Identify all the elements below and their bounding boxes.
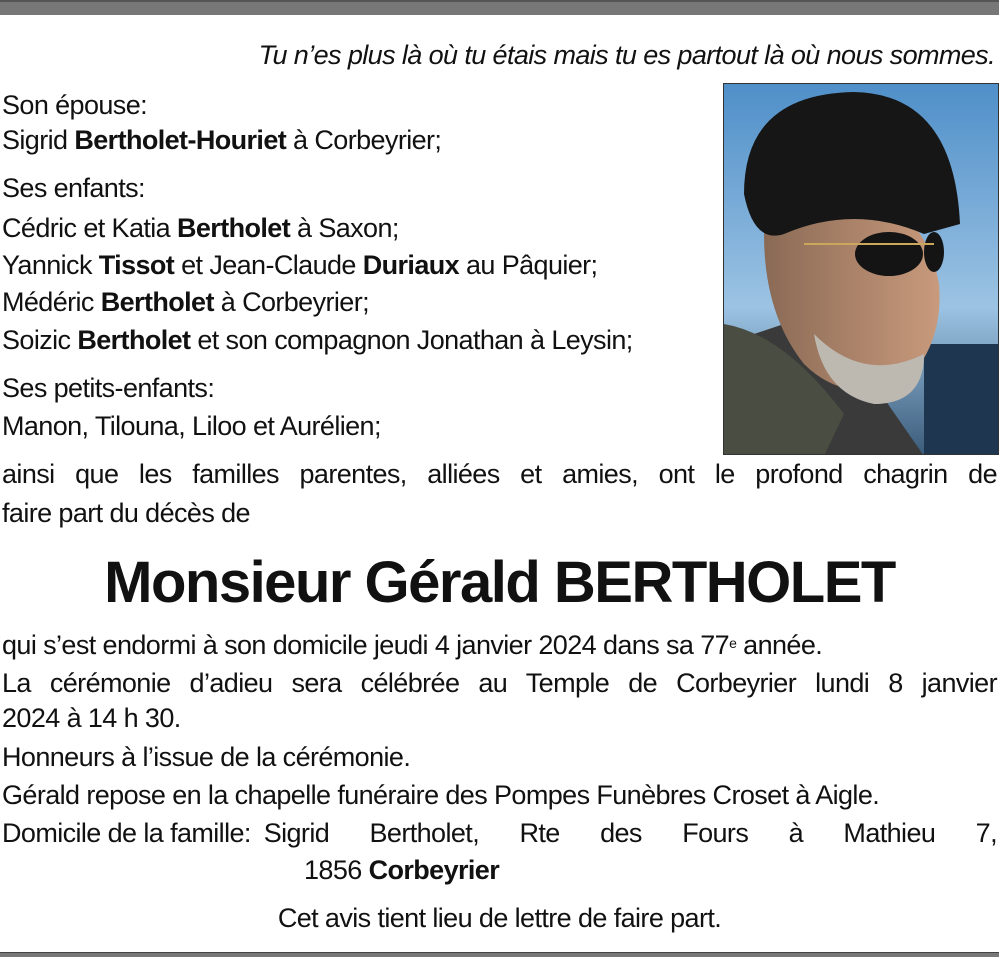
text: Médéric [2,287,101,317]
rests-text: Gérald repose en la chapelle funéraire des Pompes Funèbres Croset à Aigle. [2,780,880,810]
address-town [304,853,499,887]
children-heading: Ses enfants: [2,173,145,203]
address-label: Domicile de la famille: [2,818,258,848]
epigraph: Tu n’es plus là où tu étais mais tu es partout là où nous sommes. [258,40,995,70]
text: au Pâquier; [459,250,598,280]
portrait-photo [723,83,999,455]
text: à Corbeyrier; [213,287,369,317]
surname: Duriaux [362,250,460,280]
surname: Bertholet [77,325,191,355]
families-line-2: faire part du décès de [2,498,250,528]
surname: Bertholet [100,287,214,317]
address-street: Sigrid Bertholet, Rte des Fours à Mathieu 7, [263,818,997,848]
bottom-border [0,952,999,957]
superscript: e [729,635,737,651]
text: Yannick [2,250,99,280]
death-notice [2,628,822,662]
spouse-surname: Bertholet-Houriet [74,125,287,155]
spouse-first: Sigrid [2,125,75,155]
address-line [2,816,997,850]
deceased-name: Monsieur Gérald BERTHOLET [104,550,895,615]
spouse-place: à Corbeyrier; [286,125,442,155]
text: et son compagnon Jonathan à Leysin; [190,325,633,355]
grandchildren-heading: Ses petits-enfants: [2,373,215,403]
spouse-line [2,123,441,157]
closing-note: Cet avis tient lieu de lettre de faire part. [277,903,722,933]
child-line [2,285,369,319]
text: qui s’est endormi à son domicile jeudi 4 janvier 2024 dans sa 77 [2,630,730,660]
child-line [2,323,633,357]
ceremony-line-2: 2024 à 14 h 30. [2,703,181,733]
text: Cédric et Katia [2,213,177,243]
ceremony-line-1: La cérémonie d’adieu sera célébrée au Temple de Corbeyrier lundi 8 janvier [2,668,997,698]
town: Corbeyrier [368,855,500,885]
top-border [0,0,999,15]
honours-text: Honneurs à l’issue de la cérémonie. [2,742,411,772]
zip-code: 1856 [304,855,369,885]
text: année. [736,630,823,660]
families-line-1: ainsi que les familles parentes, alliées et amies, ont le profond chagrin de [2,459,997,489]
text: à Saxon; [290,213,399,243]
spouse-heading: Son épouse: [2,90,148,120]
child-line [2,211,399,245]
surname: Bertholet [176,213,291,243]
child-line [2,248,597,282]
text: Soizic [2,325,78,355]
text: et Jean-Claude [174,250,363,280]
grandchildren-names: Manon, Tilouna, Liloo et Aurélien; [2,411,381,441]
surname: Tissot [98,250,175,280]
